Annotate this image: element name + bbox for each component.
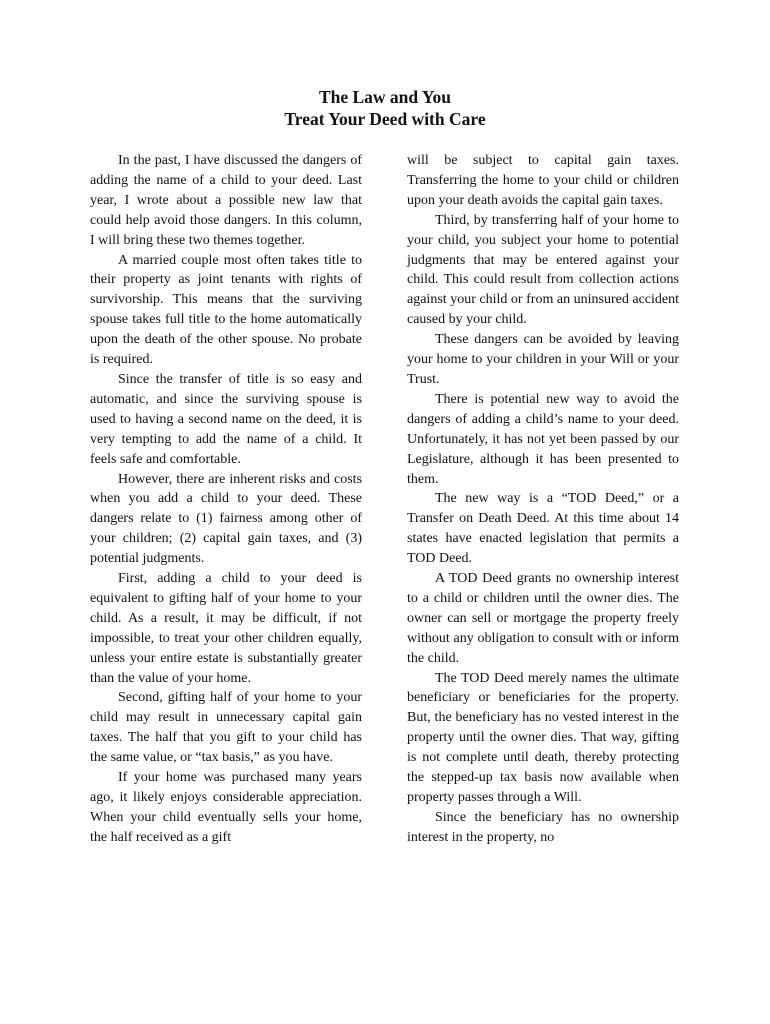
left-column [90,151,362,848]
paragraph: A married couple most often takes title to their property as joint tenants with rights of survivorship. This means that the surviving spouse takes full title to the home automatically upon the death of the other spouse. No probate is required. [90,252,362,368]
page-title: The Law and You [318,87,452,107]
paragraph: In the past, I have discussed the dangers of adding the name of a child to your deed. Last year, I wrote about a possible new law that could help avoid those dangers. In this column, I will bring these two themes together. [90,153,362,248]
paragraph: Second, gifting half of your home to your child may result in unnecessary capital gain taxes. The half that you gift to your child has the same value, or “tax basis,” as you have. [90,690,362,766]
paragraph: There is potential new way to avoid the dangers of adding a child’s name to your deed. Unfortunately, it has not yet been passed by our Legislature, although it has been presented to them. [407,391,679,487]
paragraph: Third, by transferring half of your home to your child, you subject your home to potential judgments that may be entered against your child. This could result from collection actions against your child or from an uninsured accident caused by your child. [407,212,679,328]
paragraph: If your home was purchased many years ago, it likely enjoys considerable appreciation. When your child eventually sells your home, the half received as a gift [90,770,362,845]
title-block [0,86,770,130]
paragraph: Since the beneficiary has no ownership interest in the property, no [407,809,679,845]
right-column [407,151,679,848]
paragraph: The new way is a “TOD Deed,” or a Transfer on Death Deed. At this time about 14 states have enacted legislation that permits a TOD Deed. [407,491,679,567]
paragraph: The TOD Deed merely names the ultimate beneficiary or beneficiaries for the property. But, the beneficiary has no vested interest in the property until the owner dies. That way, gifting is not complete until death, thereby protecting the stepped-up tax basis now available when property passes through a Will. [407,670,679,805]
paragraph: First, adding a child to your deed is equivalent to gifting half of your home to your child. As a result, it may be difficult, if not impossible, to treat your other children equally, unless your entire estate is substantially greater than the value of your home. [90,571,362,686]
paragraph: However, there are inherent risks and costs when you add a child to your deed. These dangers relate to (1) fairness among other of your children; (2) capital gain taxes, and (3) potential judgments. [90,471,362,567]
paragraph: A TOD Deed grants no ownership interest to a child or children until the owner dies. The owner can sell or mortgage the property freely without any obligation to consult with or inform the child. [407,571,679,666]
paragraph-continuation: will be subject to capital gain taxes. Transferring the home to your child or children upon your death avoids the capital gain taxes. [407,153,679,208]
paragraph: These dangers can be avoided by leaving your home to your children in your Will or your Trust. [407,332,679,387]
paragraph: Since the transfer of title is so easy and automatic, and since the surviving spouse is used to having a second name on the deed, it is very tempting to add the name of a child. It feels safe and comfortable. [90,371,362,467]
page-subtitle: Treat Your Deed with Care [284,109,486,129]
